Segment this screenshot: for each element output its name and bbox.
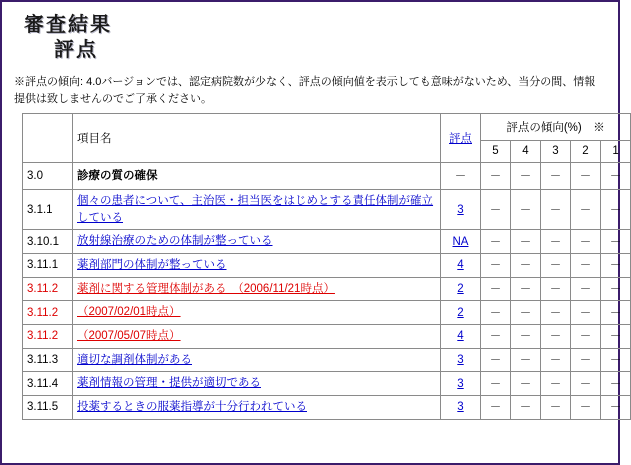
page-title-line1: 審査結果 (24, 12, 112, 36)
row-pct-level-4: － (511, 277, 541, 301)
row-pct-level-2: － (571, 301, 601, 325)
row-item-name-text[interactable]: 投薬するときの服薬指導が十分行われている (77, 401, 307, 414)
table-row (23, 301, 631, 325)
row-pct-level-5: － (481, 301, 511, 325)
row-code: 3.11.2 (23, 325, 73, 349)
header-level-4: 4 (511, 140, 541, 162)
row-item-name-text[interactable]: 薬剤部門の体制が整っている (77, 259, 227, 272)
row-code: 3.10.1 (23, 230, 73, 254)
row-pct-level-2: － (571, 325, 601, 349)
row-pct-level-3: － (541, 348, 571, 372)
row-pct-level-5: － (481, 396, 511, 420)
row-pct-level-5: － (481, 190, 511, 230)
table-row (23, 230, 631, 254)
table-header (23, 114, 631, 163)
table-row (23, 372, 631, 396)
header-level-2: 2 (571, 140, 601, 162)
header-score-trend: 評点の傾向(%) ※ (481, 114, 631, 141)
row-item-name-text[interactable]: 薬剤情報の管理・提供が適切である (77, 377, 261, 390)
table-body (23, 163, 631, 420)
row-pct-level-2: － (571, 348, 601, 372)
row-score-value: － (454, 171, 467, 183)
row-item-name-text[interactable]: 個々の患者について、主治医・担当医をはじめとする責任体制が確立している (77, 195, 434, 224)
row-pct-level-2: － (571, 372, 601, 396)
header-code (23, 114, 73, 163)
row-item-name-text[interactable]: 適切な調剤体制がある (77, 353, 192, 366)
row-item-name (73, 163, 441, 190)
row-pct-level-4: － (511, 230, 541, 254)
row-pct-level-4: － (511, 325, 541, 349)
row-score-value[interactable]: 2 (457, 283, 464, 296)
row-score-value[interactable]: 3 (457, 401, 464, 414)
row-code: 3.11.2 (23, 301, 73, 325)
row-pct-level-2: － (571, 254, 601, 278)
row-score[interactable] (441, 190, 481, 230)
table-header-row-1 (23, 114, 631, 141)
row-pct-level-5: － (481, 163, 511, 190)
row-code: 3.1.1 (23, 190, 73, 230)
row-score[interactable] (441, 230, 481, 254)
row-item-name[interactable] (73, 348, 441, 372)
table-row (23, 277, 631, 301)
row-pct-level-1: － (601, 348, 631, 372)
table-row (23, 163, 631, 190)
row-pct-level-3: － (541, 230, 571, 254)
table-row (23, 190, 631, 230)
row-item-name[interactable] (73, 396, 441, 420)
row-code: 3.11.5 (23, 396, 73, 420)
row-score[interactable] (441, 254, 481, 278)
row-score[interactable] (441, 372, 481, 396)
row-item-name-text[interactable]: 放射線治療のための体制が整っている (77, 235, 273, 248)
row-score-value[interactable]: 3 (457, 377, 464, 390)
row-pct-level-3: － (541, 301, 571, 325)
table-row (23, 325, 631, 349)
row-code: 3.0 (23, 163, 73, 190)
row-score-value[interactable]: 2 (457, 306, 464, 319)
row-pct-level-5: － (481, 325, 511, 349)
scores-table (22, 113, 631, 420)
row-item-name[interactable] (73, 254, 441, 278)
row-pct-level-5: － (481, 230, 511, 254)
row-item-name[interactable] (73, 301, 441, 325)
row-pct-level-1: － (601, 301, 631, 325)
header-level-5: 5 (481, 140, 511, 162)
row-item-name-text: 診療の質の確保 (77, 169, 158, 182)
row-pct-level-4: － (511, 163, 541, 190)
row-item-name[interactable] (73, 190, 441, 230)
row-score-value[interactable]: 4 (457, 330, 464, 343)
row-pct-level-1: － (601, 230, 631, 254)
row-pct-level-1: － (601, 372, 631, 396)
row-score[interactable] (441, 396, 481, 420)
header-item-name: 項目名 (73, 114, 441, 163)
row-item-name[interactable] (73, 372, 441, 396)
row-pct-level-3: － (541, 396, 571, 420)
row-item-name-text[interactable]: （2007/02/01時点） (77, 306, 181, 319)
header-score[interactable] (441, 114, 481, 163)
notice-text: ※評点の傾向: 4.0バージョンでは、認定病院数が少なく、評点の傾向値を表示しても意味がないため、当分の間、情報提供は致しませんのでご了承ください。 (14, 76, 596, 105)
row-pct-level-3: － (541, 372, 571, 396)
row-pct-level-4: － (511, 372, 541, 396)
row-score (441, 163, 481, 190)
row-code: 3.11.1 (23, 254, 73, 278)
row-pct-level-5: － (481, 254, 511, 278)
row-score-value[interactable]: NA (452, 235, 469, 248)
table-row (23, 348, 631, 372)
row-item-name-text[interactable]: 薬剤に関する管理体制がある （2006/11/21時点） (77, 282, 335, 295)
table-row (23, 396, 631, 420)
row-pct-level-3: － (541, 277, 571, 301)
row-pct-level-2: － (571, 190, 601, 230)
row-pct-level-2: － (571, 163, 601, 190)
row-pct-level-2: － (571, 230, 601, 254)
row-pct-level-3: － (541, 325, 571, 349)
page-title-line2: 評点 (54, 37, 98, 61)
row-pct-level-1: － (601, 396, 631, 420)
row-score-value[interactable]: 3 (457, 203, 464, 216)
row-score[interactable] (441, 325, 481, 349)
row-pct-level-1: － (601, 163, 631, 190)
row-item-name[interactable] (73, 325, 441, 349)
row-score-value[interactable]: 4 (457, 259, 464, 272)
row-pct-level-2: － (571, 396, 601, 420)
row-pct-level-2: － (571, 277, 601, 301)
row-pct-level-4: － (511, 254, 541, 278)
row-pct-level-3: － (541, 163, 571, 190)
row-score-value[interactable]: 3 (457, 354, 464, 367)
row-pct-level-1: － (601, 277, 631, 301)
row-item-name[interactable] (73, 230, 441, 254)
row-code: 3.11.2 (23, 277, 73, 301)
row-pct-level-5: － (481, 372, 511, 396)
row-score[interactable] (441, 277, 481, 301)
row-pct-level-1: － (601, 254, 631, 278)
row-pct-level-1: － (601, 325, 631, 349)
row-pct-level-5: － (481, 277, 511, 301)
row-code: 3.11.3 (23, 348, 73, 372)
row-pct-level-3: － (541, 254, 571, 278)
table-row (23, 254, 631, 278)
header-score-link[interactable]: 評点 (449, 133, 472, 145)
row-score[interactable] (441, 301, 481, 325)
row-pct-level-1: － (601, 190, 631, 230)
row-code: 3.11.4 (23, 372, 73, 396)
header-level-1: 1 (601, 140, 631, 162)
row-pct-level-4: － (511, 190, 541, 230)
row-pct-level-5: － (481, 348, 511, 372)
row-score[interactable] (441, 348, 481, 372)
row-pct-level-4: － (511, 396, 541, 420)
row-pct-level-3: － (541, 190, 571, 230)
header-level-3: 3 (541, 140, 571, 162)
row-item-name-text[interactable]: （2007/05/07時点） (77, 330, 181, 343)
row-pct-level-4: － (511, 348, 541, 372)
page-header (2, 2, 618, 68)
row-item-name[interactable] (73, 277, 441, 301)
row-pct-level-4: － (511, 301, 541, 325)
